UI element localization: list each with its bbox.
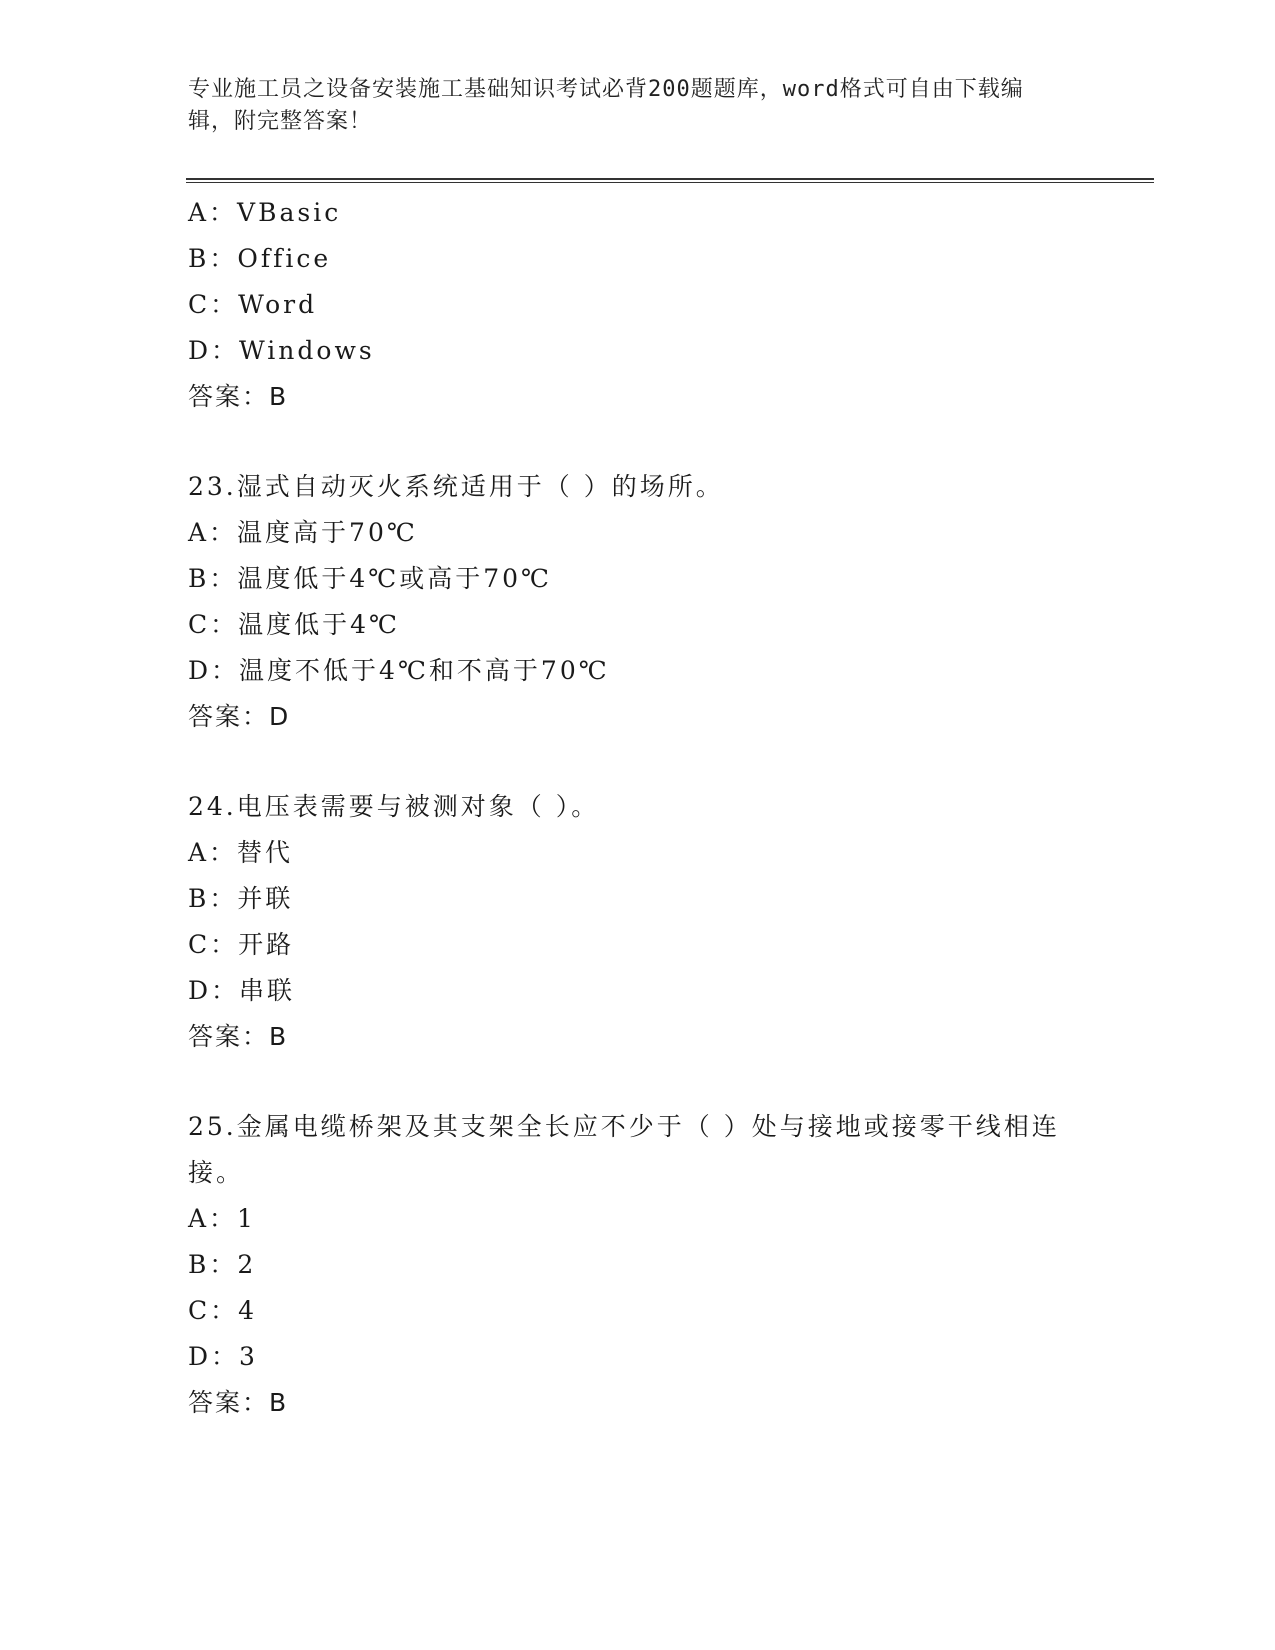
spacer [188, 1060, 1088, 1104]
option-a: A：温度高于70℃ [188, 518, 418, 547]
option-c: C：Word [188, 290, 318, 319]
question-block-23 [188, 464, 1088, 740]
option-c: C：温度低于4℃ [188, 610, 401, 639]
option-c: C：4 [188, 1296, 258, 1325]
answer-line: 答案：D [188, 702, 291, 731]
spacer [188, 420, 1088, 464]
question-block-25 [188, 1104, 1088, 1426]
option-d: D：Windows [188, 336, 375, 365]
answer-line: 答案：B [188, 1022, 289, 1051]
question-text: 25.金属电缆桥架及其支架全长应不少于（ ）处与接地或接零干线相连接。 [188, 1112, 1060, 1187]
question-text: 23.湿式自动灭火系统适用于（ ）的场所。 [188, 472, 724, 501]
question-block-24 [188, 784, 1088, 1060]
question-block-22 [188, 190, 1088, 420]
option-b: B：并联 [188, 884, 294, 913]
option-c: C：开路 [188, 930, 295, 959]
option-b: B：温度低于4℃或高于70℃ [188, 564, 553, 593]
option-d: D：3 [188, 1342, 258, 1371]
option-a: A：1 [188, 1204, 256, 1233]
header-divider [186, 178, 1154, 183]
spacer [188, 740, 1088, 784]
option-b: B：2 [188, 1250, 257, 1279]
option-b: B：Office [188, 244, 332, 273]
option-a: A：VBasic [188, 198, 342, 227]
answer-line: 答案：B [188, 1388, 289, 1417]
option-a: A：替代 [188, 838, 294, 867]
option-d: D：温度不低于4℃和不高于70℃ [188, 656, 610, 685]
answer-line: 答案：B [188, 382, 289, 411]
question-text: 24.电压表需要与被测对象（ ）。 [188, 792, 600, 821]
question-list [188, 190, 1088, 1426]
document-header: 专业施工员之设备安装施工基础知识考试必背200题题库，word格式可自由下载编辑，附完整答案！ [188, 77, 1024, 134]
option-d: D：串联 [188, 976, 296, 1005]
